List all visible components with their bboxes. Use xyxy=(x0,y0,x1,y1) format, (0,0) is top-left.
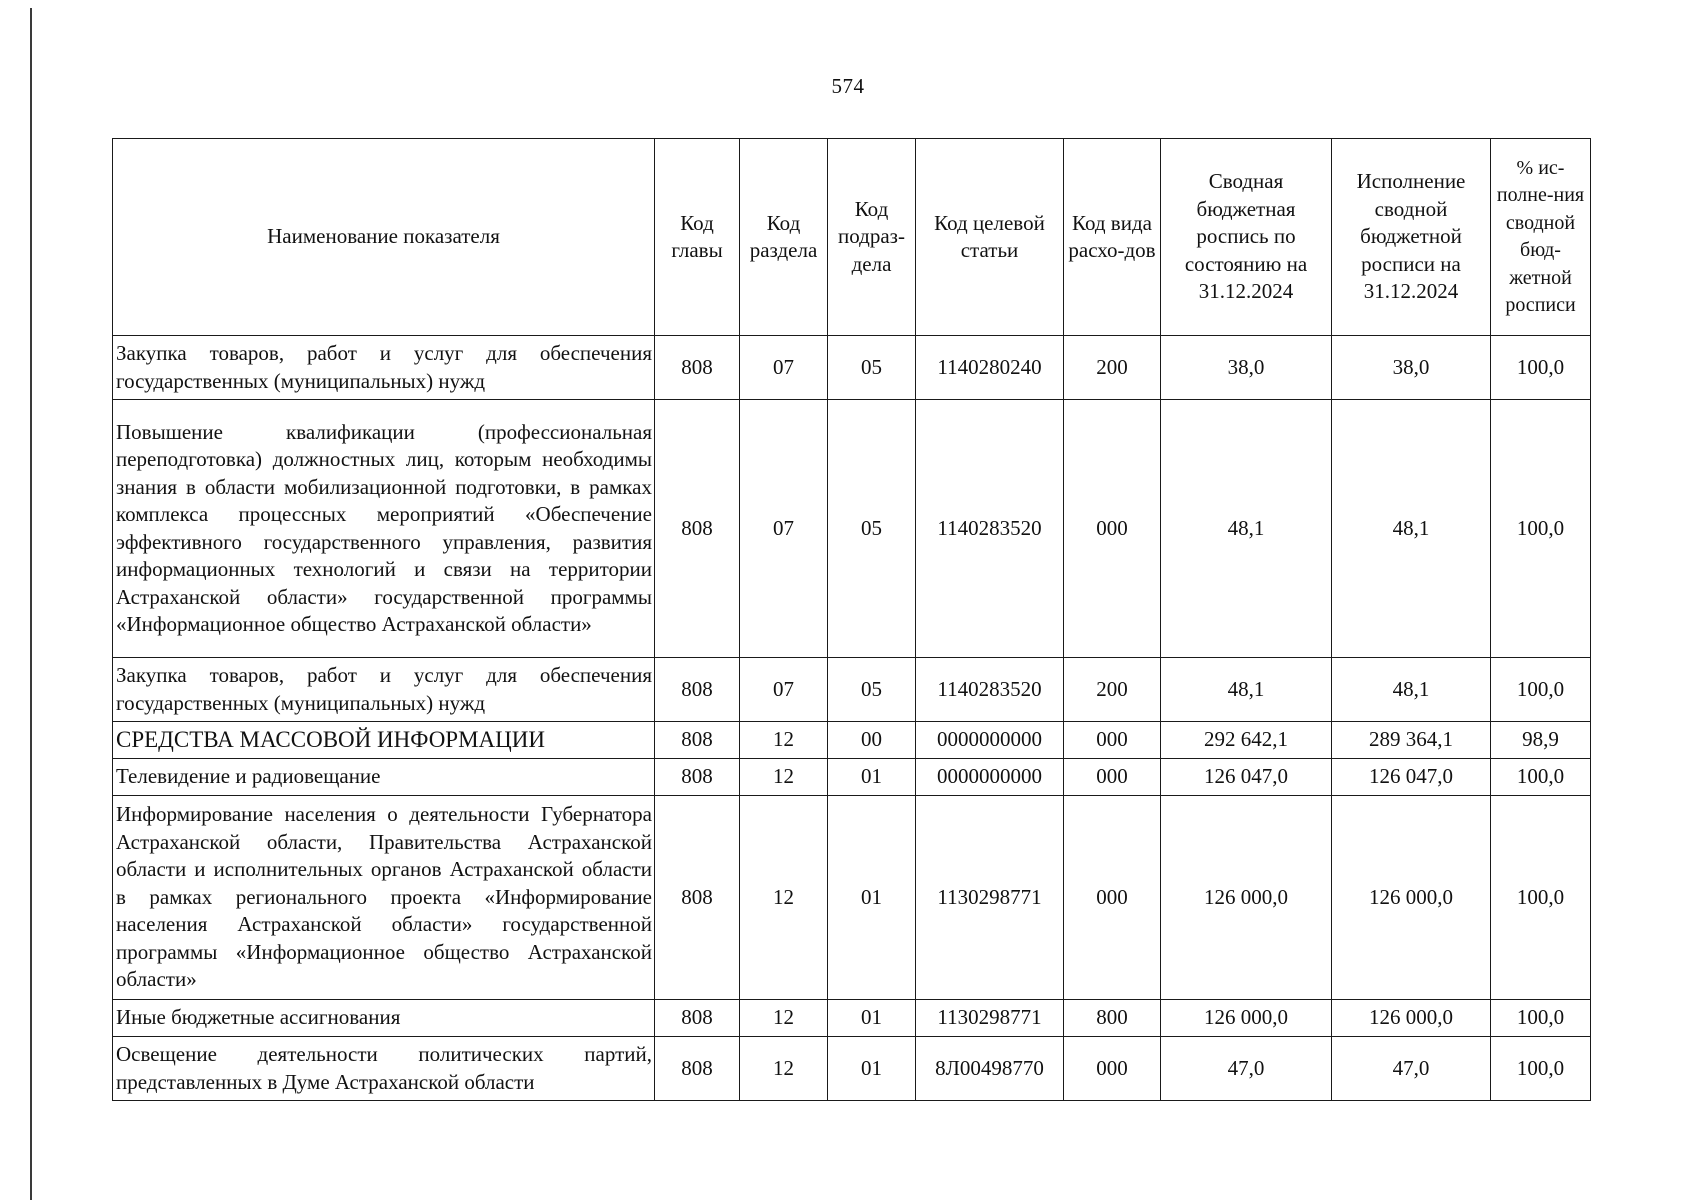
table-row xyxy=(113,658,1591,722)
row-kod-glavy: 808 xyxy=(655,1037,740,1101)
row-ispolnenie: 126 000,0 xyxy=(1332,796,1491,1000)
table-row xyxy=(113,1000,1591,1037)
row-ispolnenie: 47,0 xyxy=(1332,1037,1491,1101)
row-percent: 100,0 xyxy=(1491,658,1591,722)
row-ispolnenie: 48,1 xyxy=(1332,658,1491,722)
row-kod-statyi: 1140280240 xyxy=(916,336,1064,400)
row-kod-glavy: 808 xyxy=(655,400,740,658)
row-kod-podrazdela: 05 xyxy=(828,400,916,658)
row-kod-vida: 200 xyxy=(1064,658,1161,722)
table-row xyxy=(113,796,1591,1000)
row-kod-glavy: 808 xyxy=(655,1000,740,1037)
header-ispolnenie: Исполнение сводной бюджетной росписи на 31.12.2024 xyxy=(1332,139,1491,336)
row-kod-glavy: 808 xyxy=(655,796,740,1000)
row-rospis: 47,0 xyxy=(1161,1037,1332,1101)
header-kod-vida: Код вида расхо-дов xyxy=(1064,139,1161,336)
header-percent: % ис-полне-ния сводной бюд-жетной росписи xyxy=(1491,139,1591,336)
row-kod-statyi: 1140283520 xyxy=(916,658,1064,722)
page-number: 574 xyxy=(831,74,865,98)
row-kod-vida: 000 xyxy=(1064,400,1161,658)
table-row xyxy=(113,336,1591,400)
row-percent: 100,0 xyxy=(1491,1000,1591,1037)
row-kod-razdela: 07 xyxy=(740,336,828,400)
row-kod-razdela: 12 xyxy=(740,759,828,796)
row-percent: 100,0 xyxy=(1491,759,1591,796)
row-kod-statyi: 0000000000 xyxy=(916,759,1064,796)
row-kod-razdela: 12 xyxy=(740,1000,828,1037)
row-kod-podrazdela: 05 xyxy=(828,658,916,722)
row-kod-razdela: 12 xyxy=(740,722,828,759)
header-kod-podrazdela: Код подраз-дела xyxy=(828,139,916,336)
row-rospis: 126 047,0 xyxy=(1161,759,1332,796)
row-ispolnenie: 38,0 xyxy=(1332,336,1491,400)
row-name: Иные бюджетные ассигнования xyxy=(113,1000,655,1037)
budget-execution-table xyxy=(112,138,1591,1101)
row-ispolnenie: 289 364,1 xyxy=(1332,722,1491,759)
row-kod-statyi: 0000000000 xyxy=(916,722,1064,759)
table-row xyxy=(113,400,1591,658)
row-kod-glavy: 808 xyxy=(655,759,740,796)
row-kod-vida: 200 xyxy=(1064,336,1161,400)
table-row xyxy=(113,722,1591,759)
row-rospis: 126 000,0 xyxy=(1161,796,1332,1000)
header-kod-glavy: Код главы xyxy=(655,139,740,336)
row-kod-podrazdela: 01 xyxy=(828,796,916,1000)
row-name: Освещение деятельности политических партий, представленных в Думе Астраханской области xyxy=(113,1037,655,1101)
row-percent: 98,9 xyxy=(1491,722,1591,759)
row-kod-vida: 000 xyxy=(1064,1037,1161,1101)
row-name: Информирование населения о деятельности Губернатора Астраханской области, Правительства Астраханской области и исполнительных органов Астраханской области в рамках регионального проекта «Информирование населения Астраханской области» государственной программы «Информационное общество Астраханской области» xyxy=(113,796,655,1000)
row-kod-razdela: 12 xyxy=(740,1037,828,1101)
row-kod-statyi: 8Л00498770 xyxy=(916,1037,1064,1101)
row-name: Телевидение и радиовещание xyxy=(113,759,655,796)
header-kod-statyi: Код целевой статьи xyxy=(916,139,1064,336)
row-kod-glavy: 808 xyxy=(655,658,740,722)
row-kod-vida: 000 xyxy=(1064,722,1161,759)
row-percent: 100,0 xyxy=(1491,336,1591,400)
row-rospis: 48,1 xyxy=(1161,658,1332,722)
row-percent: 100,0 xyxy=(1491,796,1591,1000)
row-kod-podrazdela: 00 xyxy=(828,722,916,759)
table-row xyxy=(113,1037,1591,1101)
table-row xyxy=(113,759,1591,796)
row-kod-podrazdela: 01 xyxy=(828,1000,916,1037)
row-rospis: 48,1 xyxy=(1161,400,1332,658)
row-kod-statyi: 1140283520 xyxy=(916,400,1064,658)
row-kod-razdela: 07 xyxy=(740,400,828,658)
row-kod-glavy: 808 xyxy=(655,336,740,400)
row-name: Повышение квалификации (профессиональная переподготовка) должностных лиц, которым необходимы знания в области мобилизационной подготовки, в рамках комплекса процессных мероприятий «Обеспечение эффективного государственного управления, развития информационных технологий и связи на территории Астраханской области» государственной программы «Информационное общество Астраханской области» xyxy=(113,400,655,658)
row-rospis: 38,0 xyxy=(1161,336,1332,400)
row-kod-glavy: 808 xyxy=(655,722,740,759)
row-ispolnenie: 126 000,0 xyxy=(1332,1000,1491,1037)
row-percent: 100,0 xyxy=(1491,400,1591,658)
scan-edge-line xyxy=(30,8,32,1200)
row-kod-podrazdela: 01 xyxy=(828,1037,916,1101)
row-name: СРЕДСТВА МАССОВОЙ ИНФОРМАЦИИ xyxy=(113,722,655,759)
row-kod-podrazdela: 01 xyxy=(828,759,916,796)
row-kod-vida: 000 xyxy=(1064,759,1161,796)
row-rospis: 126 000,0 xyxy=(1161,1000,1332,1037)
row-kod-razdela: 12 xyxy=(740,796,828,1000)
row-name: Закупка товаров, работ и услуг для обеспечения государственных (муниципальных) нужд xyxy=(113,658,655,722)
header-name: Наименование показателя xyxy=(113,139,655,336)
header-kod-razdela: Код раздела xyxy=(740,139,828,336)
row-ispolnenie: 48,1 xyxy=(1332,400,1491,658)
row-kod-statyi: 1130298771 xyxy=(916,796,1064,1000)
row-kod-vida: 800 xyxy=(1064,1000,1161,1037)
row-kod-podrazdela: 05 xyxy=(828,336,916,400)
row-percent: 100,0 xyxy=(1491,1037,1591,1101)
table-header-row xyxy=(113,139,1591,336)
row-kod-statyi: 1130298771 xyxy=(916,1000,1064,1037)
header-rospis: Сводная бюджетная роспись по состоянию на 31.12.2024 xyxy=(1161,139,1332,336)
row-ispolnenie: 126 047,0 xyxy=(1332,759,1491,796)
row-rospis: 292 642,1 xyxy=(1161,722,1332,759)
row-kod-razdela: 07 xyxy=(740,658,828,722)
row-kod-vida: 000 xyxy=(1064,796,1161,1000)
row-name: Закупка товаров, работ и услуг для обеспечения государственных (муниципальных) нужд xyxy=(113,336,655,400)
